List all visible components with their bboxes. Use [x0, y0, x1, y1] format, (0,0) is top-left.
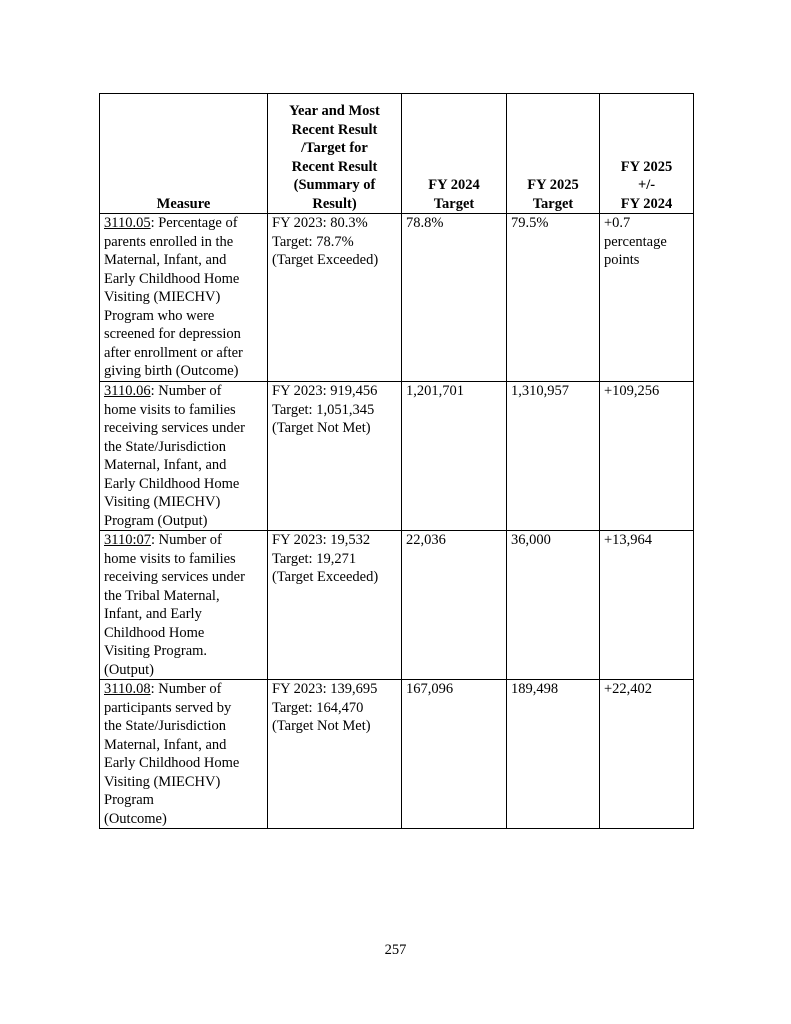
- difference-cell: +22,402: [600, 680, 694, 829]
- fy2025-target-cell: 36,000: [507, 531, 600, 680]
- header-recent-result: Year and Most Recent Result /Target for Recent Result (Summary of Result): [268, 94, 402, 214]
- measure-cell: 3110.08: Number of participants served by the State/Jurisdiction Maternal, Infant, and Early Childhood Home Visiting (MIECHV) Program (Outcome): [100, 680, 268, 829]
- result-cell: FY 2023: 19,532 Target: 19,271 (Target Exceeded): [268, 531, 402, 680]
- table-row: [100, 382, 694, 531]
- fy2024-target-cell: 167,096: [402, 680, 507, 829]
- table-row: [100, 680, 694, 829]
- fy2025-target-cell: 189,498: [507, 680, 600, 829]
- fy2024-target-cell: 22,036: [402, 531, 507, 680]
- page-number: 257: [384, 942, 407, 958]
- measure-code-link[interactable]: 3110:07: [104, 532, 151, 548]
- measure-cell: 3110.05: Percentage of parents enrolled in the Maternal, Infant, and Early Childhood Home Visiting (MIECHV) Program who were screened for depression after enrollment or after giving birth (Outcome): [100, 214, 268, 382]
- measure-code-link[interactable]: 3110.08: [104, 681, 151, 697]
- difference-cell: +13,964: [600, 531, 694, 680]
- header-row: [100, 94, 694, 214]
- measure-cell: 3110:07: Number of home visits to families receiving services under the Tribal Maternal, Infant, and Early Childhood Home Visiting Program. (Output): [100, 531, 268, 680]
- result-cell: FY 2023: 919,456 Target: 1,051,345 (Target Not Met): [268, 382, 402, 531]
- measure-code-link[interactable]: 3110.06: [104, 383, 151, 399]
- fy2025-target-cell: 79.5%: [507, 214, 600, 382]
- measure-code-link[interactable]: 3110.05: [104, 215, 151, 231]
- table-row: [100, 531, 694, 680]
- performance-measures-table: [99, 93, 694, 829]
- fy2024-target-cell: 1,201,701: [402, 382, 507, 531]
- difference-cell: +109,256: [600, 382, 694, 531]
- fy2025-target-cell: 1,310,957: [507, 382, 600, 531]
- result-cell: FY 2023: 139,695 Target: 164,470 (Target Not Met): [268, 680, 402, 829]
- result-cell: FY 2023: 80.3% Target: 78.7% (Target Exceeded): [268, 214, 402, 382]
- header-fy2024-target: FY 2024 Target: [402, 94, 507, 214]
- table-row: [100, 214, 694, 382]
- difference-cell: +0.7 percentage points: [600, 214, 694, 382]
- fy2024-target-cell: 78.8%: [402, 214, 507, 382]
- header-measure: Measure: [100, 94, 268, 214]
- header-fy2025-target: FY 2025 Target: [507, 94, 600, 214]
- measure-cell: 3110.06: Number of home visits to families receiving services under the State/Jurisdiction Maternal, Infant, and Early Childhood Home Visiting (MIECHV) Program (Output): [100, 382, 268, 531]
- header-fy-difference: FY 2025 +/- FY 2024: [600, 94, 694, 214]
